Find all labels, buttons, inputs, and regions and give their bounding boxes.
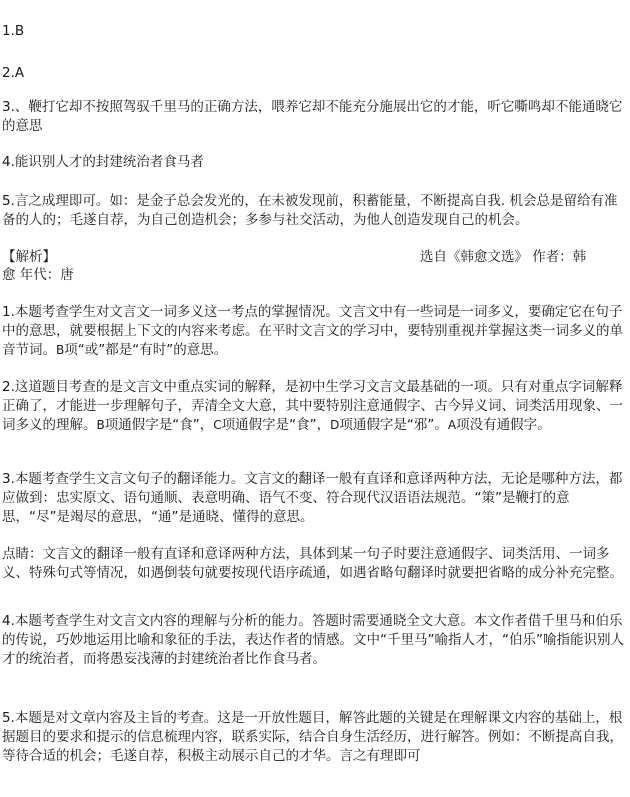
answer-4: 4.能识别人才的封建统治者食马者	[2, 154, 204, 170]
analysis-heading: 【解析】	[2, 249, 56, 265]
analysis-note: 点睛：文言文的翻译一般有直译和意译两种方法，具体到某一句子时要注意通假字、词类活用、一词多义、特殊句式等情况，如遇倒装句就要按现代语序疏通，如遇省略句翻译时就要把省略的成分补充完整。	[2, 546, 623, 581]
analysis-item-2: 2.这道题目考查的是文言文中重点实词的解释，是初中生学习文言文最基础的一项。只有对重点字词解释正确了，才能进一步理解句子，弄清全文大意，其中要特别注意通假字、古今异义词、词类活用现象、一词多义的理解。B项通假字是“食”，C项通假字是“食”，D项通假字是“邪”。A项没有通假字。	[2, 379, 623, 433]
option-label: C	[213, 418, 222, 432]
option-label: B	[96, 418, 105, 432]
source-line: 选自《韩愈文选》 作者：韩	[420, 249, 587, 265]
answer-2: 2.A	[2, 65, 25, 81]
analysis-item-3: 3.本题考查学生文言文句子的翻译能力。文言文的翻译一般有直译和意译两种方法，无论是哪种方法，都应做到：忠实原文、语句通顺、表意明确、语气不变、符合现代汉语语法规范。“策”是鞭打的意思，“尽”是竭尽的意思，“通”是通晓、懂得的意思。	[2, 471, 623, 525]
analysis-item-1: 1.本题考查学生对文言文一词多义这一考点的掌握情况。文言文中有一些词是一词多义，要确定它在句子中的意思，就要根据上下文的内容来考虑。在平时文言文的学习中，要特别重视并掌握这类一词多义的单音节词。B项“或”都是“有时”的意思。	[2, 304, 623, 358]
answer-3: 3.、鞭打它却不按照驾驭千里马的正确方法，喂养它却不能充分施展出它的才能，听它嘶鸣却不能通晓它的意思	[2, 99, 623, 134]
answer-1: 1.B	[2, 23, 25, 39]
analysis-item-4: 4.本题考查学生对文言文内容的理解与分析的能力。答题时需要通晓全文大意。本文作者借千里马和伯乐的传说，巧妙地运用比喻和象征的手法，表达作者的情感。文中“千里马”喻指人才，“伯乐”喻指能识别人才的统治者，而将愚妄浅薄的封建统治者比作食马者。	[2, 613, 624, 667]
source-line-continued: 愈 年代：唐	[2, 267, 74, 283]
answer-5: 5.言之成理即可。如：是金子总会发光的，在未被发现前，积蓄能量，不断提高自我. 机会总是留给有准备的人的；毛遂自荐，为自己创造机会；多参与社交活动，为他人创造发现自己的机会。	[2, 193, 618, 228]
option-label: A	[447, 418, 457, 432]
option-label: B	[56, 343, 65, 357]
analysis-item-5: 5.本题是对文章内容及主旨的考查。这是一开放性题目，解答此题的关键是在理解课文内容的基础上，根据题目的要求和提示的信息梳理内容，联系实际，结合自身生活经历，进行解答。例如：不断提高自我，等待合适的机会；毛遂自荐，积极主动展示自己的才华。言之有理即可	[2, 710, 623, 764]
option-label: D	[330, 418, 340, 432]
